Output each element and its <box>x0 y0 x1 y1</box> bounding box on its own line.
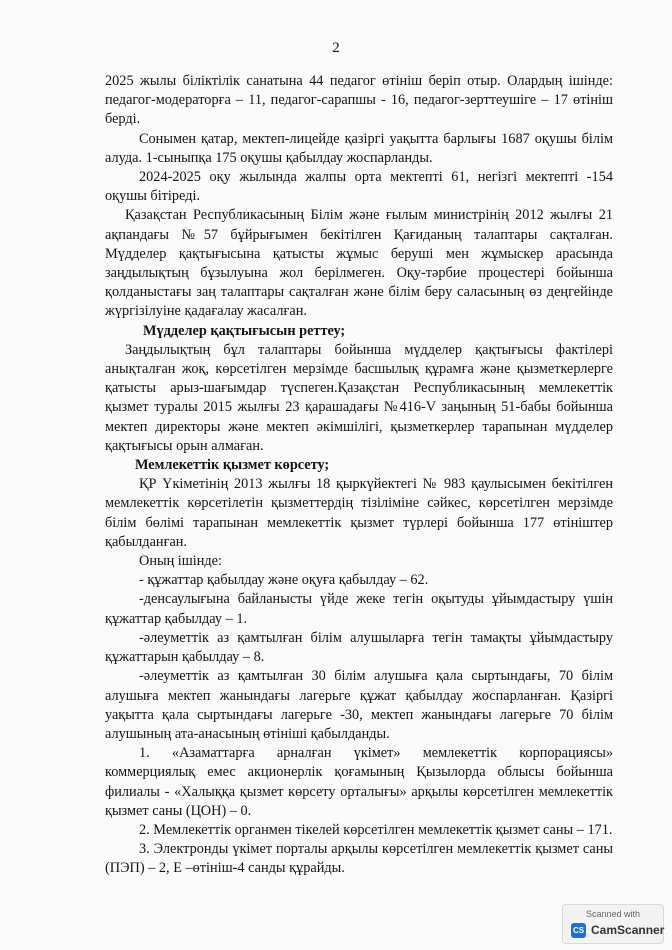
camscanner-logo-icon: CS <box>571 923 586 938</box>
paragraph-con: 1. «Азаматтарға арналған үкімет» мемлекеттік корпорациясы» коммерциялық емес акционерлік қоғамының Қызылорда облысы бойынша филиалы - «Халыққа қызмет көрсету орталығы» арқылы көрсетілген мемлекеттік қызмет саны (ЦОН) – 0. <box>105 745 613 819</box>
paragraph-qualification: 2025 жылы біліктілік санатына 44 педагог өтініш беріп отыр. Олардың ішінде: педагог-модераторға – 11, педагог-сарапшы - 16, педагог-зерттеушіге – 17 өтініш берді. <box>105 73 613 128</box>
watermark-caption: Scanned with <box>585 909 641 919</box>
list-item-camps: -әлеуметтік аз қамтылған 30 білім алушыға қала сыртындағы, 70 білім алушыға мектеп жанындағы лагерьге құжат қабылдау жоспарланған. Қазіргі уақытта қала сыртындағы лагерьге -30, мектеп жанындағы лагерьге 70 білім алушының ата-анасының өтініші қабылданды. <box>105 668 613 742</box>
page-number: 2 <box>332 40 340 56</box>
paragraph-graduates: 2024-2025 оқу жылында жалпы орта мектепті 61, негізгі мектепті -154 оқушы бітіреді. <box>105 169 613 205</box>
heading-public-services: Мемлекеттік қызмет көрсету; <box>135 457 330 474</box>
list-item-documents: - құжаттар қабылдау және оқуға қабылдау – 62. <box>139 572 429 589</box>
watermark-brand: CamScanner <box>591 923 665 937</box>
paragraph-egov-services: 3. Электронды үкімет порталы арқылы көрсетілген мемлекеттік қызмет саны (ПЭП) – 2, Е –өтініш-4 санды құрайды. <box>105 841 613 877</box>
list-item-free-meals: -әлеуметтік аз қамтылған білім алушыларға тегін тамақты ұйымдастыру құжаттарын қабылдау – 8. <box>105 629 613 666</box>
document-body <box>105 72 613 879</box>
paragraph-rules: Қазақстан Республикасының Білім және ғылым министрінің 2012 жылғы 21 ақпандағы №57 бұйрығымен бекітілген Қағиданың талаптары сақталған. Мүдделер қақтығысына қатысты жұмыс беруші мен жұмыскер арасында заңдылықтың бұзылуына жол берілмеген. Оқу-тәрбие процестері бойынша қолданыстағы заң талаптары сақталған және білім беру саласының өз деңгейінде жүргізілуіне қадағалау жасалған. <box>105 207 613 320</box>
paragraph-including: Оның ішінде: <box>139 553 223 570</box>
list-item-home-schooling: -денсаулығына байланысты үйде жеке тегін оқытуды ұйымдастыру үшін құжаттар қабылдау – 1. <box>105 591 613 627</box>
paragraph-conflict: Заңдылықтың бұл талаптары бойынша мүдделер қақтығысы фактілері анықталған жоқ, көрсетілген мерзімде басшылық құрамға және қызметкерлерге қатысты арыз-шағымдар түспеген.Қазақстан Республикасының мемлекеттік қызмет туралы 2015 жылғы 23 қарашадағы №416-V заңының 51-бабы бойынша мектеп директоры және мектеп әкімшілігі, қызметкерлер тарапынан мүдделер қақтығысы орын алмаған. <box>105 341 613 454</box>
paragraph-direct-services: 2. Мемлекеттік органмен тікелей көрсетілген мемлекеттік қызмет саны – 171. <box>139 821 613 838</box>
paragraph-students: Сонымен қатар, мектеп-лицейде қазіргі уақытта барлығы 1687 оқушы білім алуда. 1-сыныпқа 175 оқушы қабылдау жоспарланды. <box>105 130 613 166</box>
paragraph-services: ҚР Үкіметінің 2013 жылғы 18 қыркүйектегі № 983 қаулысымен бекітілген мемлекеттік көрсетілетін қызметтердің тізіліміне сәйкес, көрсетілген мерзімде білім бөлімі тарапынан мемлекеттік қызмет түрлері бойынша 177 өтініштер қабылданған. <box>105 476 613 550</box>
heading-conflict-of-interest: Мүдделер қақтығысын реттеу; <box>143 322 346 339</box>
camscanner-watermark <box>562 904 664 944</box>
